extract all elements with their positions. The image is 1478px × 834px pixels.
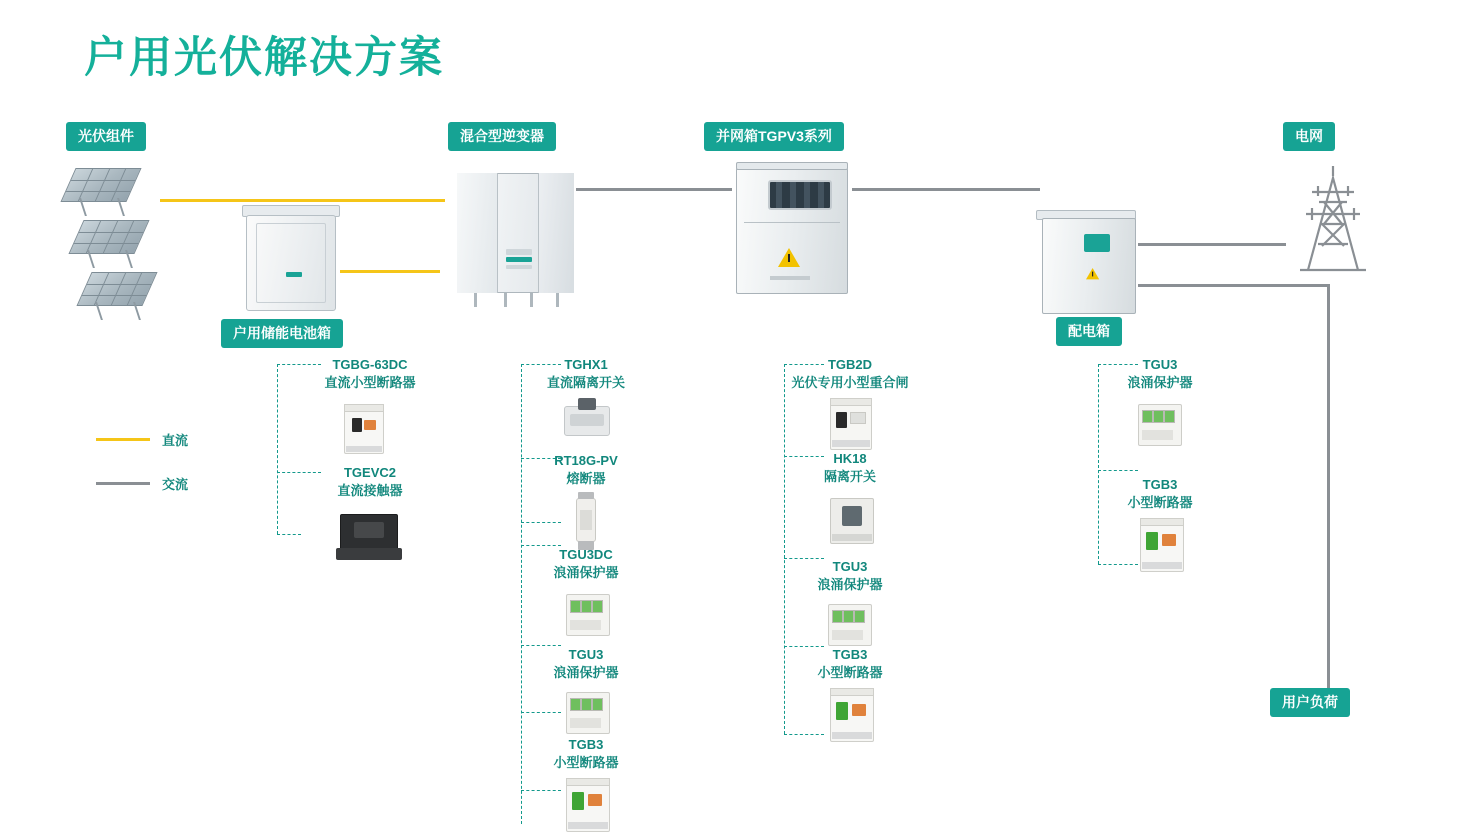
device-desc: 隔离开关 xyxy=(823,468,876,484)
warning-icon xyxy=(1086,268,1099,279)
pv-panel-glass xyxy=(68,220,149,254)
product-art-isolator xyxy=(558,398,618,444)
device-label-tgu3dc xyxy=(498,546,674,581)
tag-user-load: 用户负荷 xyxy=(1270,688,1350,717)
battery-cabinet-art xyxy=(238,205,346,315)
tag-distribution-box: 配电箱 xyxy=(1056,317,1122,346)
device-model: TGHX1 xyxy=(564,357,608,372)
product-art-contactor xyxy=(330,506,410,566)
product-art-mcb-dc xyxy=(336,402,398,458)
device-model: TGU3 xyxy=(832,559,868,574)
device-model: TGB3 xyxy=(832,647,868,662)
device-model: TGU3 xyxy=(1142,357,1178,372)
product-art-spd xyxy=(1130,398,1192,450)
device-desc: 浪涌保护器 xyxy=(553,664,619,680)
power-tower-icon xyxy=(1278,162,1388,282)
wire-dc-pv-to-inverter xyxy=(160,199,445,202)
device-desc: 光伏专用小型重合闸 xyxy=(791,374,909,390)
pv-panel-glass xyxy=(60,168,141,202)
tag-pv-modules: 光伏组件 xyxy=(66,122,146,151)
connector-branch xyxy=(521,712,561,713)
warning-icon xyxy=(778,248,800,267)
device-label-tgbg63dc xyxy=(276,356,464,391)
legend-swatch-ac xyxy=(96,482,150,485)
device-model: TGU3 xyxy=(568,647,604,662)
device-model: HK18 xyxy=(833,451,867,466)
device-label-hk18 xyxy=(752,450,948,485)
grid-box-art xyxy=(730,160,856,300)
device-label-tgb3-inv xyxy=(498,736,674,771)
inverter-art xyxy=(452,165,582,305)
device-desc: 小型断路器 xyxy=(817,664,883,680)
device-desc: 直流隔离开关 xyxy=(546,374,625,390)
wire-ac-distribution-to-grid xyxy=(1138,243,1286,246)
device-label-tgb3-dist xyxy=(1070,476,1250,511)
product-art-spd xyxy=(820,598,882,650)
legend-swatch-dc xyxy=(96,438,150,441)
device-label-tgu3-dist xyxy=(1070,356,1250,391)
grid-box-window xyxy=(768,180,832,210)
wire-ac-load-drop xyxy=(1327,284,1330,688)
wire-ac-distribution-to-load xyxy=(1138,284,1330,287)
tag-grid: 电网 xyxy=(1283,122,1335,151)
tag-inverter: 混合型逆变器 xyxy=(448,122,556,151)
connector-distribution-column xyxy=(1098,364,1099,564)
device-model: TGB3 xyxy=(1142,477,1178,492)
page-title: 户用光伏解决方案 xyxy=(84,34,444,82)
device-label-tgu3-grid xyxy=(752,558,948,593)
product-art-spd xyxy=(558,588,620,640)
legend-label-ac: 交流 xyxy=(162,477,189,492)
distribution-box-art xyxy=(1036,210,1142,315)
pv-panel-glass xyxy=(76,272,157,306)
device-desc: 小型断路器 xyxy=(553,754,619,770)
device-model: TGBG-63DC xyxy=(332,357,408,372)
device-model: TGB3 xyxy=(568,737,604,752)
device-label-rt18gpv xyxy=(498,452,674,487)
wire-ac-gridbox-to-distribution xyxy=(852,188,1040,191)
device-desc: 熔断器 xyxy=(566,470,606,486)
product-art-spd xyxy=(558,686,620,738)
product-art-fuse xyxy=(566,492,610,552)
device-desc: 直流接触器 xyxy=(337,482,403,498)
device-desc: 浪涌保护器 xyxy=(817,576,883,592)
pv-array xyxy=(60,168,170,328)
legend-label-dc: 直流 xyxy=(162,433,189,448)
connector-branch xyxy=(277,534,301,535)
device-desc: 浪涌保护器 xyxy=(1127,374,1193,390)
device-model: TGU3DC xyxy=(559,547,613,562)
tag-battery-cabinet: 户用储能电池箱 xyxy=(221,319,343,348)
device-desc: 直流小型断路器 xyxy=(324,374,416,390)
product-art-disconnector xyxy=(820,492,886,550)
connector-branch xyxy=(784,734,824,735)
device-model: TGB2D xyxy=(827,357,873,372)
device-desc: 小型断路器 xyxy=(1127,494,1193,510)
connector-branch xyxy=(521,790,561,791)
product-art-recloser xyxy=(820,398,886,454)
device-model: RT18G-PV xyxy=(554,453,618,468)
device-desc: 浪涌保护器 xyxy=(553,564,619,580)
device-label-tghx1 xyxy=(498,356,674,391)
wire-ac-inverter-to-gridbox xyxy=(576,188,732,191)
connector-branch xyxy=(521,522,561,523)
device-label-tgb3-grid xyxy=(752,646,948,681)
product-art-mcb xyxy=(1130,518,1196,574)
device-model: TGEVC2 xyxy=(343,465,396,480)
legend xyxy=(96,430,236,500)
device-label-tgb2d xyxy=(752,356,948,391)
connector-branch xyxy=(1098,470,1138,471)
device-label-tgevc2 xyxy=(276,464,464,499)
product-art-mcb xyxy=(556,778,622,834)
device-label-tgu3-inv xyxy=(498,646,674,681)
wire-dc-battery-to-inverter xyxy=(340,270,440,273)
product-art-mcb xyxy=(820,688,886,744)
tag-grid-box: 并网箱TGPV3系列 xyxy=(704,122,844,151)
